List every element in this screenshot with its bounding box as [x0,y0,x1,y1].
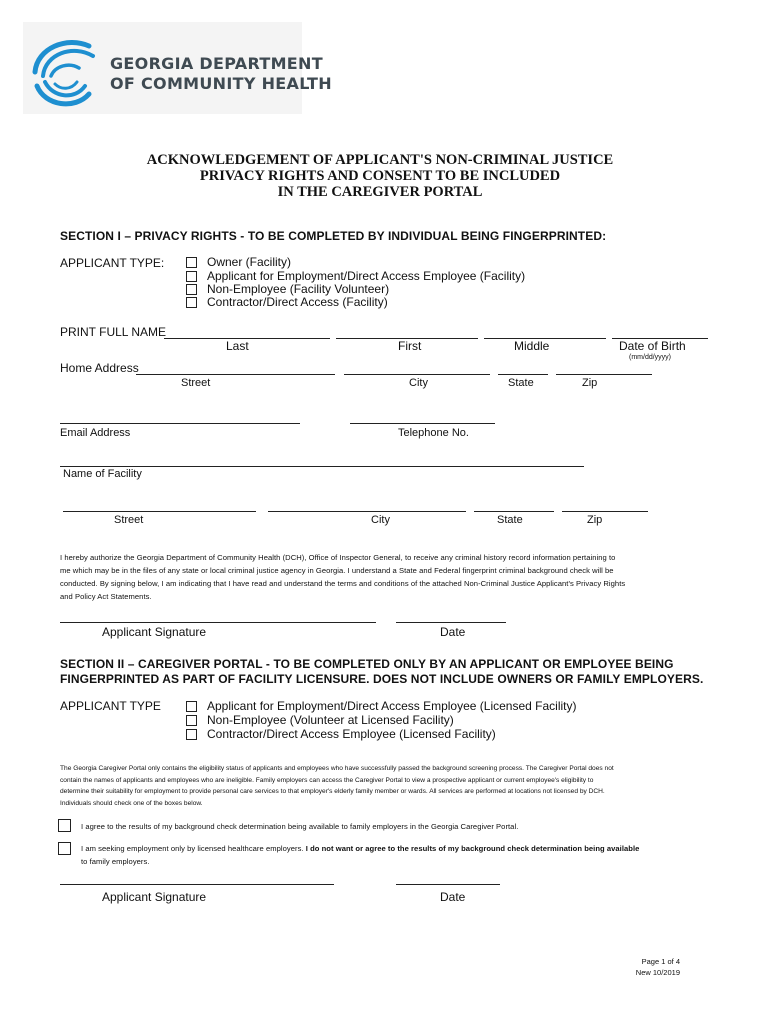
title-line1: ACKNOWLEDGEMENT OF APPLICANT'S NON-CRIMINAL JUSTICE [146,152,614,168]
telephone-line[interactable] [350,423,495,424]
print-full-name-label: PRINT FULL NAME [60,325,167,339]
section1-heading: SECTION I – PRIVACY RIGHTS - TO BE COMPLETED BY INDIVIDUAL BEING FINGERPRINTED: [60,229,607,243]
section2-heading-line1: SECTION II – CAREGIVER PORTAL - TO BE COMPLETED ONLY BY AN APPLICANT OR EMPLOYEE BEING [60,657,674,671]
georgia-dch-logo-icon [27,36,103,112]
home-state-line[interactable] [498,374,548,375]
option-licensed-volunteer: Non-Employee (Volunteer at Licensed Facility) [207,713,454,727]
checkbox-licensed-applicant[interactable] [186,701,197,712]
checkbox-applicant-employment[interactable] [186,271,197,282]
home-address-label: Home Address [60,361,139,375]
agree-portal-text: I agree to the results of my background check determination being available to family employers in the Georgia Caregiver Portal. [81,822,519,831]
signature-line-2[interactable] [60,884,334,885]
org-name-line2: OF COMMUNITY HEALTH [110,74,332,93]
licensed-only-text [81,842,721,868]
checkbox-agree-portal[interactable] [58,819,71,832]
checkbox-contractor[interactable] [186,297,197,308]
title-line3: IN THE CAREGIVER PORTAL [277,184,483,200]
signature-label-1: Applicant Signature [102,625,207,639]
home-street-line[interactable] [136,374,335,375]
dob-label: Date of Birth [619,339,686,353]
facility-state-line[interactable] [474,511,554,512]
facility-city-label: City [371,514,390,526]
facility-state-label: State [497,514,523,526]
home-street-label: Street [181,377,211,389]
home-zip-line[interactable] [556,374,652,375]
org-name [110,54,332,94]
signature-line-1[interactable] [60,622,376,623]
checkbox-owner[interactable] [186,257,197,268]
auth-line: and Policy Act Statements. [60,592,152,601]
checkbox-non-employee[interactable] [186,284,197,295]
caregiver-portal-info [60,763,720,809]
date-label-2: Date [440,890,466,904]
auth-line: me which may be in the files of any state or local criminal justice agency in Georgia. I understand a State and Federal fingerprint criminal background check will be [60,566,614,575]
date-line-1[interactable] [396,622,506,623]
form-version: New 10/2019 [635,968,680,977]
document-title [100,152,660,200]
authorization-paragraph [60,551,710,603]
info-line: The Georgia Caregiver Portal only contains the eligibility status of applicants and employees who have successfully passed the background screening process. The Caregiver Portal does not [60,765,614,772]
option-applicant-employment: Applicant for Employment/Direct Access Employee (Facility) [207,269,526,283]
option-licensed-applicant: Applicant for Employment/Direct Access Employee (Licensed Facility) [207,699,577,713]
licensed-only-text-a: I am seeking employment only by licensed healthcare employers. [81,844,304,853]
option-licensed-contractor: Contractor/Direct Access Employee (Licensed Facility) [207,727,496,741]
option-contractor: Contractor/Direct Access (Facility) [207,295,388,309]
telephone-label: Telephone No. [398,427,469,439]
section2-heading-line2: FINGERPRINTED AS PART OF FACILITY LICENSURE. DOES NOT INCLUDE OWNERS OR FAMILY EMPLOYERS. [60,672,704,686]
info-line: determine their suitability for employment to provide personal care services to that employer's elderly family member or wards. All services are performed at locations not licensed by DCH. [60,788,605,795]
first-label: First [398,339,422,353]
licensed-only-text-b: I do not want or agree to the results of my background check determination being available [305,844,640,853]
auth-line: conducted. By signing below, I am indicating that I have read and understand the terms and conditions of the attached Non-Criminal Justice Applicant's Privacy Rights [60,579,626,588]
checkbox-licensed-contractor[interactable] [186,729,197,740]
email-label: Email Address [60,427,131,439]
applicant-type-label-2: APPLICANT TYPE [60,699,161,713]
org-name-line1: GEORGIA DEPARTMENT [110,54,323,73]
home-city-label: City [409,377,428,389]
date-line-2[interactable] [396,884,500,885]
facility-zip-line[interactable] [562,511,648,512]
page-footer [620,956,680,978]
facility-name-label: Name of Facility [63,468,142,480]
page-number: Page 1 of 4 [641,957,680,966]
home-zip-label: Zip [582,377,598,389]
info-line: Individuals should check one of the boxes below. [60,799,203,807]
title-line2: PRIVACY RIGHTS AND CONSENT TO BE INCLUDED [199,168,561,184]
checkbox-licensed-volunteer[interactable] [186,715,197,726]
facility-city-line[interactable] [268,511,466,512]
auth-line: I hereby authorize the Georgia Department of Community Health (DCH), Office of Inspector General, to receive any criminal history record information pertaining to [60,553,616,562]
option-non-employee: Non-Employee (Facility Volunteer) [207,282,390,296]
middle-label: Middle [514,339,550,353]
date-label-1: Date [440,625,466,639]
home-city-line[interactable] [344,374,490,375]
last-label: Last [226,339,249,353]
applicant-type-label: APPLICANT TYPE: [60,256,165,270]
home-state-label: State [508,377,534,389]
info-line: contain the names of applicants and employees who are ineligible. Family employers can access the Caregiver Portal to view a prospective applicant or current employee's eligibility to [60,776,594,784]
option-owner: Owner (Facility) [207,255,292,269]
facility-zip-label: Zip [587,514,603,526]
facility-street-line[interactable] [63,511,256,512]
checkbox-licensed-only[interactable] [58,842,71,855]
signature-label-2: Applicant Signature [102,890,207,904]
dob-format-label: (mm/dd/yyyy) [629,354,671,361]
licensed-only-text-c: to family employers. [81,857,150,866]
email-line[interactable] [60,423,300,424]
section2-heading [60,657,703,687]
facility-street-label: Street [114,514,144,526]
facility-name-line[interactable] [60,466,584,467]
